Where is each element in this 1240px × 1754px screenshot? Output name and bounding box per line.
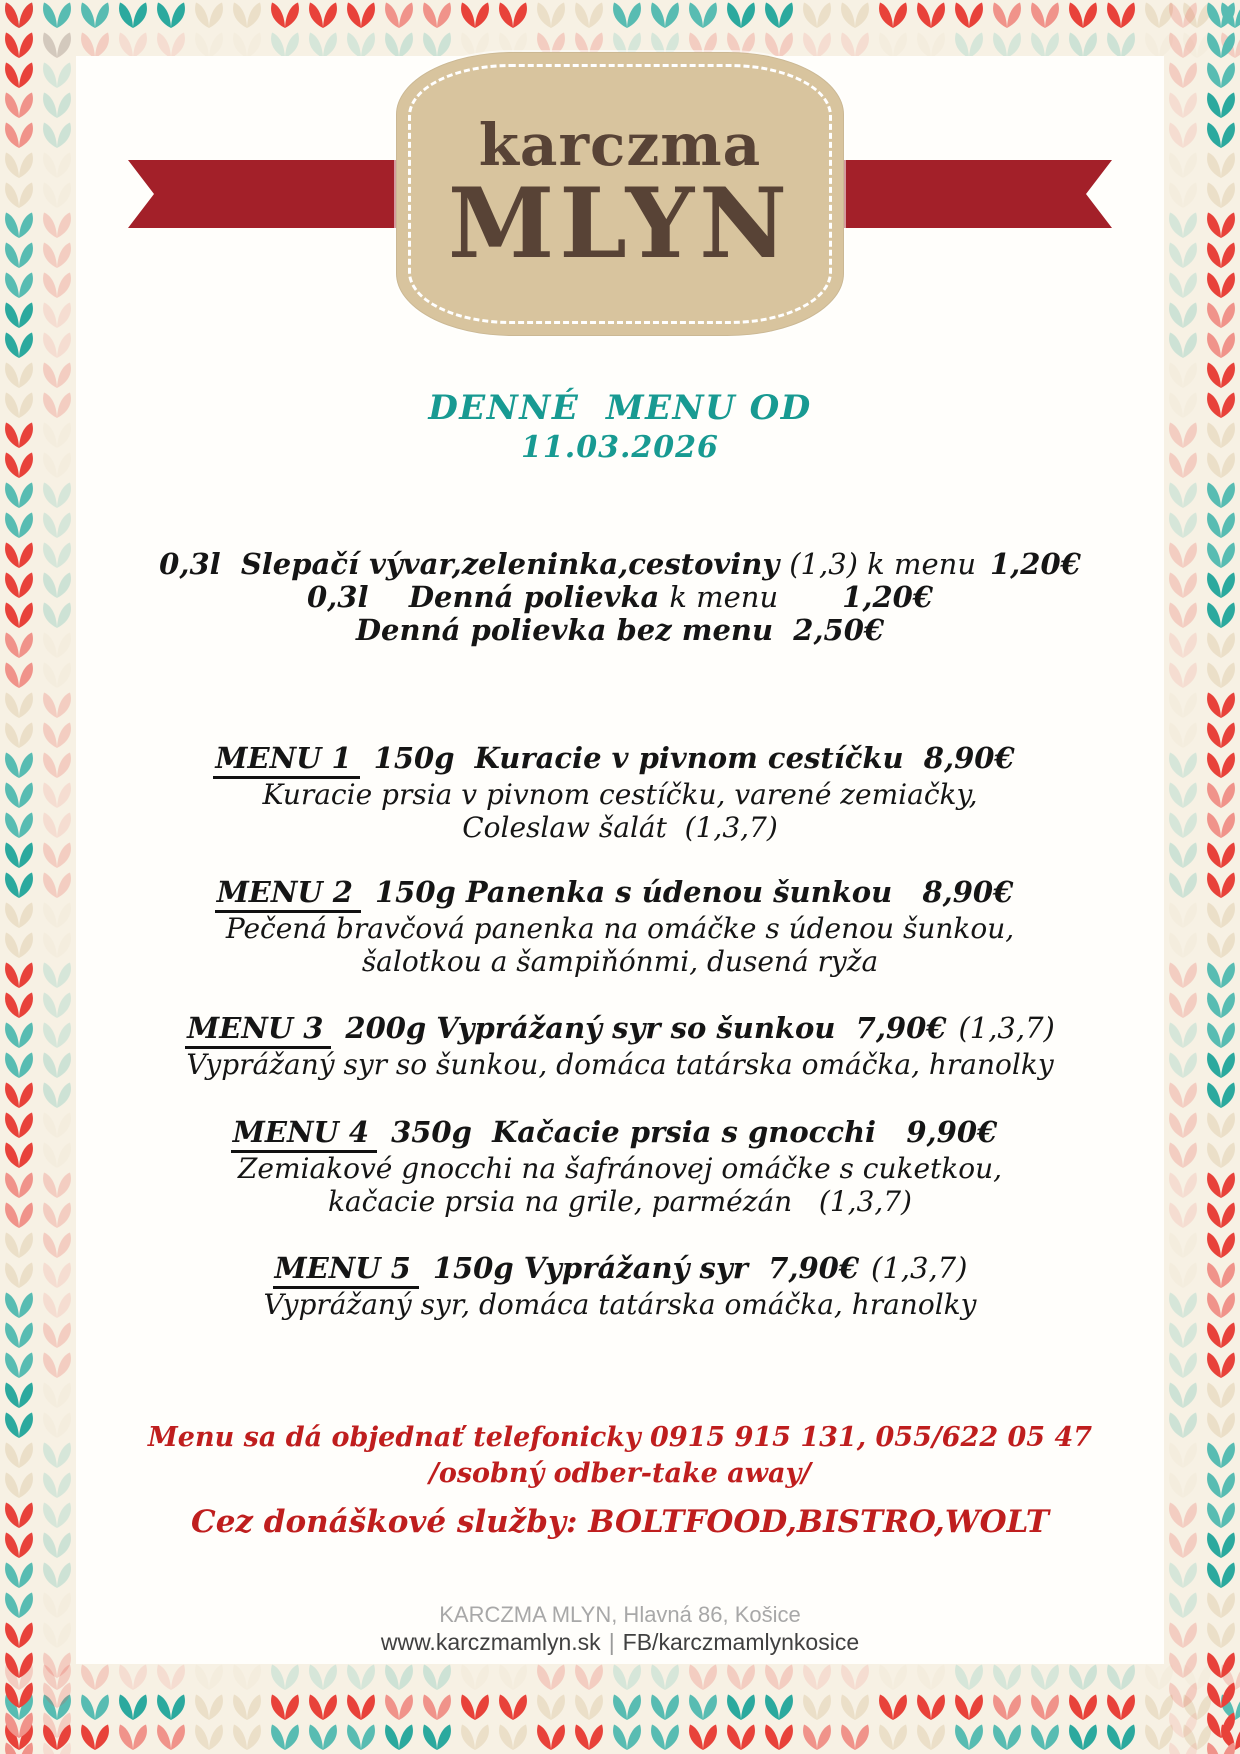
logo-text-mlyn: MLYN (448, 167, 792, 280)
delivery-services-line: Cez donáškové služby: BOLTFOOD,BISTRO,WOLT (191, 1504, 1049, 1540)
menu-1-description-line-2: Coleslaw šalát (1,3,7) (462, 811, 778, 844)
menu-2-heading (88, 872, 1152, 912)
footer-separator: | (608, 1629, 615, 1655)
soup-1-name: 0,3l Slepačí vývar,zeleninka,cestoviny (159, 547, 780, 581)
soup-2-name: 0,3l Denná polievka (307, 580, 660, 614)
menu-2-title: 150g Panenka s údenou šunkou 8,90€ (374, 875, 1014, 909)
menu-4-label: MENU 4 (231, 1115, 377, 1153)
decorative-border-left (0, 0, 76, 1754)
menu-5-label: MENU 5 (273, 1251, 419, 1289)
knit-pattern-column-faded (38, 0, 76, 1754)
menu-4-heading (88, 1112, 1152, 1152)
menu-5-description-line-1: Vyprážaný syr, domáca tatárska omáčka, hranolky (263, 1288, 977, 1321)
menu-item-5 (88, 1248, 1152, 1321)
soup-line-1 (88, 548, 1152, 581)
menu-5-allergens: (1,3,7) (871, 1251, 968, 1285)
menu-2-label: MENU 2 (215, 875, 361, 913)
menu-4-description-line-2: kačacie prsia na grile, parmézán (1,3,7) (328, 1185, 912, 1218)
menu-3-title: 200g Vyprážaný syr so šunkou 7,90€ (345, 1011, 947, 1045)
decorative-border-bottom (0, 1662, 1240, 1754)
decorative-border-right (1164, 0, 1240, 1754)
soup-line-2 (88, 581, 1152, 614)
menu-5-heading (88, 1248, 1152, 1288)
footer-links (88, 1628, 1152, 1656)
soup-section (88, 548, 1152, 647)
soup-2-note: k menu (669, 580, 779, 614)
soup-3-name-price: Denná polievka bez menu 2,50€ (355, 613, 885, 647)
menu-item-3 (88, 1008, 1152, 1081)
logo-badge-dashed-frame (408, 64, 832, 324)
logo-badge (396, 52, 844, 336)
decorative-border-top (0, 0, 1240, 60)
menu-2-description-line-1: Pečená bravčová panenka na omáčke s údenou šunkou, (225, 912, 1015, 945)
page-title: DENNÉ MENU OD (428, 388, 812, 428)
footer-facebook: FB/karczmamlynkosice (622, 1629, 860, 1655)
knit-pattern-column (0, 0, 38, 1754)
phone-order-line: Menu sa dá objednať telefonicky 0915 915 131, 055/622 05 47 (147, 1422, 1093, 1453)
menu-4-title: 350g Kačacie prsia s gnocchi 9,90€ (391, 1115, 998, 1149)
knit-pattern-row (0, 1692, 1240, 1722)
menu-1-label: MENU 1 (213, 741, 359, 779)
menu-1-description-line-1: Kuracie prsia v pivnom cestíčku, varené zemiačky, (262, 778, 978, 811)
menu-item-4 (88, 1112, 1152, 1218)
menu-5-title: 150g Vyprážaný syr 7,90€ (432, 1251, 860, 1285)
soup-2-price: 1,20€ (842, 580, 933, 614)
soup-line-3 (88, 614, 1152, 647)
menu-3-label: MENU 3 (185, 1011, 331, 1049)
menu-item-2 (88, 872, 1152, 978)
footer-address: KARCZMA MLYN, Hlavná 86, Košice (439, 1602, 801, 1627)
footer-website: www.karczmamlyn.sk (380, 1629, 601, 1655)
knit-pattern-row-faded (0, 1662, 1240, 1692)
menu-1-heading (88, 738, 1152, 778)
knit-pattern-column (1202, 0, 1240, 1754)
knit-pattern-row (0, 0, 1240, 30)
menu-1-title: 150g Kuracie v pivnom cestíčku 8,90€ (373, 741, 1015, 775)
menu-3-description-line-1: Vyprážaný syr so šunkou, domáca tatárska omáčka, hranolky (186, 1048, 1054, 1081)
knit-pattern-row (0, 1722, 1240, 1752)
soup-1-price: 1,20€ (990, 547, 1081, 581)
menu-3-allergens: (1,3,7) (958, 1011, 1055, 1045)
soup-1-note: (1,3) k menu (789, 547, 976, 581)
menu-date: 11.03.2026 (521, 430, 719, 465)
takeaway-line: /osobný odber-take away/ (428, 1458, 812, 1489)
menu-3-heading (88, 1008, 1152, 1048)
logo-text-karczma: karczma (478, 111, 762, 179)
knit-pattern-column-faded (1164, 0, 1202, 1754)
menu-4-description-line-1: Zemiakové gnocchi na šafránovej omáčke s cuketkou, (237, 1152, 1003, 1185)
menu-2-description-line-2: šalotkou a šampiňónmi, dusená ryža (361, 945, 879, 978)
menu-item-1 (88, 738, 1152, 844)
